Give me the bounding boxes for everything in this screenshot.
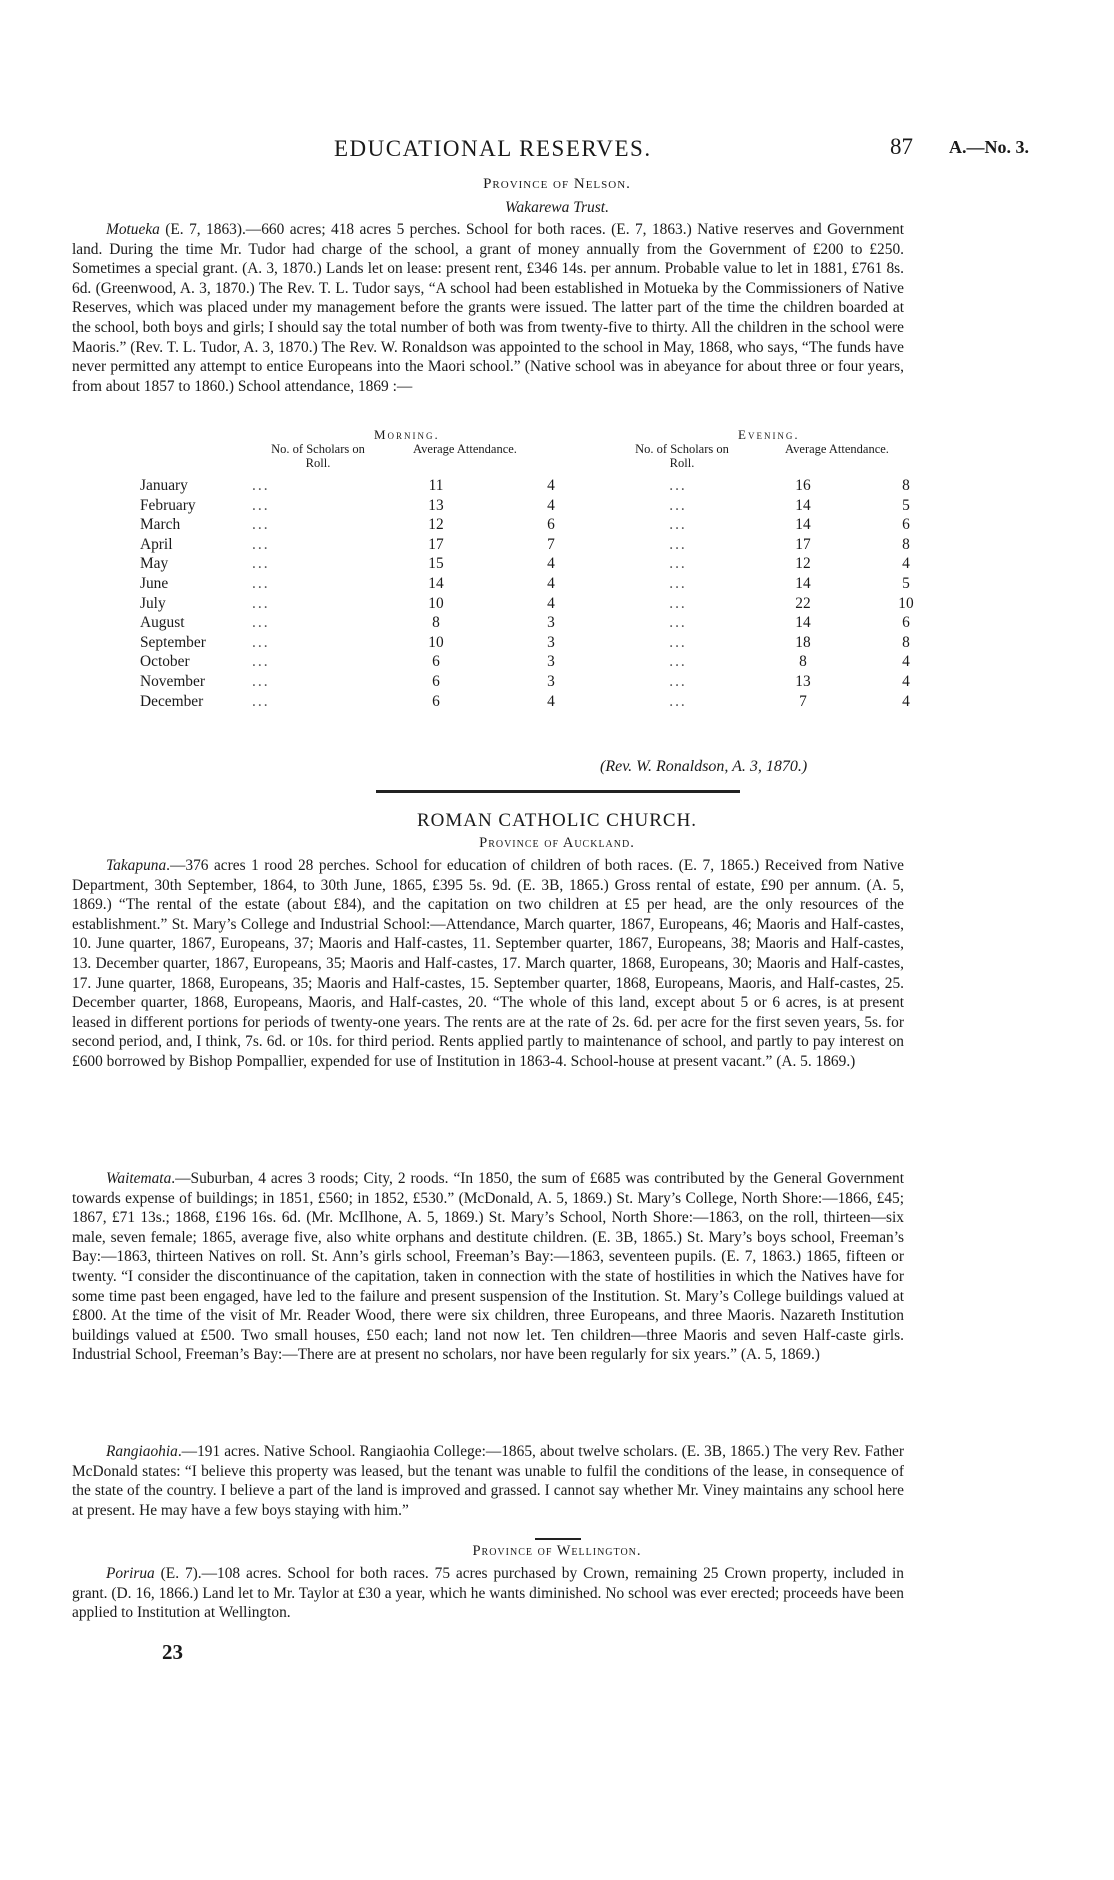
- morning-average-cell: 7: [547, 535, 555, 553]
- table-row: [140, 594, 950, 614]
- paper-reference: A.—No. 3.: [949, 137, 1029, 157]
- evening-roll-cell: 16: [795, 477, 811, 494]
- evening-roll-cell: 17: [795, 535, 811, 553]
- leader-dots: ...: [669, 555, 687, 573]
- evening-average-cell: 8: [902, 477, 910, 494]
- evening-roll-cell: 8: [799, 653, 807, 671]
- leader-dots: ...: [252, 516, 270, 534]
- leader-dots: ...: [669, 496, 687, 514]
- leader-dots: ...: [252, 477, 270, 494]
- morning-average-cell: 4: [547, 555, 555, 573]
- evening-average-cell: 6: [902, 614, 910, 632]
- attendance-table: [140, 476, 950, 711]
- table-row: [140, 672, 950, 692]
- takapuna-lead: Takapuna: [106, 857, 167, 874]
- takapuna-text: .—376 acres 1 rood 28 perches. School for education of children of both races. (E. 7, 1865.) Received from Native Department, 30th September, 1864, to 30th June, 1865, £395 5s. 9d. (E. 3B, 1865.) Gross rental of estate, £90 per annum. (A. 5, 1869.) “The rental of the estate (about £84), and the capitation on two children at £5 per head, are the only resources of the establishment.” St. Mary’s College and Industrial School:—Attendance, March quarter, 1867, Europeans, 46; Maoris and Half-castes, 10. June quarter, 1867, Europeans, 37; Maoris and Half-castes, 11. September quarter, 1867, Europeans, 38; Maoris and Half-castes, 13. December quarter, 1867, Europeans, 35; Maoris and Half-castes, 17. March quarter, 1868, Europeans, 30; Maoris and Half-castes, 17. June quarter, 1868, Europeans, 35; Maoris and Half-castes, 15. September quarter, 1868, Europeans, Maoris, and Half-castes, 25. December quarter, 1868, Europeans, Maoris, and Half-castes, 20. “The whole of this land, except about 5 or 6 acres, is at present leased in different portions for periods of twenty-one years. The rents are at the rate of 2s. 6d. per acre for the first seven years, 5s. for second period, and, I think, 7s. 6d. or 10s. for third period. Rents applied partly to maintenance of school, and partly to pay interest on £600 borrowed by Bishop Pompallier, expended for use of Institution in 1863-4. School-house at present vacant.” (A. 5. 1869.): [72, 857, 904, 1070]
- evening-average-cell: 8: [902, 633, 910, 651]
- leader-dots: ...: [669, 535, 687, 553]
- table-row: [140, 535, 950, 555]
- evening-roll-cell: 13: [795, 672, 811, 690]
- page-title: EDUCATIONAL RESERVES.: [334, 136, 652, 161]
- table-row: [140, 633, 950, 653]
- morning-roll-cell: 8: [432, 614, 440, 632]
- evening-roll-cell: 7: [799, 692, 807, 710]
- morning-average-cell: 4: [547, 594, 555, 612]
- morning-roll-cell: 13: [428, 496, 444, 514]
- month-cell: November: [140, 672, 205, 690]
- evening-average-cell: 10: [898, 594, 914, 612]
- month-cell: February: [140, 496, 196, 514]
- signature-text: (Rev. W. Ronaldson, A. 3, 1870.): [600, 758, 808, 775]
- table-row: [140, 574, 950, 594]
- leader-dots: ...: [669, 516, 687, 534]
- evening-roll-cell: 14: [795, 496, 811, 514]
- leader-dots: ...: [252, 672, 270, 690]
- table-row: [140, 613, 950, 633]
- evening-roll-cell: 14: [795, 614, 811, 632]
- leader-dots: ...: [669, 692, 687, 710]
- evening-roll-cell: 14: [795, 516, 811, 534]
- leader-dots: ...: [252, 692, 270, 710]
- waitemata-text: .—Suburban, 4 acres 3 roods; City, 2 roods. “In 1850, the sum of £685 was contributed by the General Government towards expense of buildings; in 1851, £560; in 1852, £530.” (McDonald, A. 5, 1869.) St. Mary’s College, North Shore:—1866, £45; 1867, £71 13s.; 1868, £196 16s. 6d. (Mr. McIlhone, A. 5, 1869.) St. Mary’s School, North Shore:—1863, on the roll, thirteen—six male, seven female; 1865, average five, also white orphans and destitute children. (E. 3B, 1865.) St. Mary’s boys school, Freeman’s Bay:—1863, thirteen Natives on roll. St. Ann’s girls school, Freeman’s Bay:—1863, seventeen pupils. (E. 7, 1863.) 1865, fifteen or twenty. “I consider the discontinuance of the capitation, taken in connection with the state of hostilities in which the Natives have for some time past been engaged, have led to the failure and present suspension of the Institution. St. Mary’s College buildings valued at £800. At the time of the visit of Mr. Reader Wood, there were six children, three Europeans, and three Maoris. Nazareth Institution buildings valued at £500. Two small houses, £50 each; land not now let. Ten children—three Maoris and seven Half-caste girls. Industrial School, Freeman’s Bay:—There are at present no scholars, nor have been regularly for six years.” (A. 5, 1869.): [72, 1170, 904, 1364]
- month-cell: June: [140, 574, 169, 592]
- evening-average-cell: 5: [902, 496, 910, 514]
- evening-average-header: Average Attendance.: [785, 442, 889, 456]
- leader-dots: ...: [669, 574, 687, 592]
- takapuna-paragraph: [72, 856, 904, 1072]
- leader-dots: ...: [252, 633, 270, 651]
- morning-heading: Morning.: [374, 427, 440, 442]
- leader-dots: ...: [252, 614, 270, 632]
- leader-dots: ...: [669, 633, 687, 651]
- table-row: [140, 692, 950, 712]
- rangiaohia-text: .—191 acres. Native School. Rangiaohia College:—1865, about twelve scholars. (E. 3B, 1865.) The very Rev. Father McDonald states: “I believe this property was leased, but the tenant was unable to fulfil the conditions of the lease, in consequence of the state of the country. I believe a part of the land is improved and grassed. I cannot say whether Mr. Viney maintains any school here at present. He may have a few boys staying with him.”: [72, 1443, 904, 1519]
- morning-roll-cell: 6: [432, 672, 440, 690]
- morning-average-cell: 4: [547, 477, 555, 494]
- porirua-paragraph: [72, 1564, 904, 1623]
- month-cell: August: [140, 614, 185, 632]
- leader-dots: ...: [669, 672, 687, 690]
- evening-roll-cell: 14: [795, 574, 811, 592]
- evening-average-cell: 5: [902, 574, 910, 592]
- evening-average-cell: 4: [902, 672, 910, 690]
- leader-dots: ...: [252, 653, 270, 671]
- table-row: [140, 652, 950, 672]
- morning-average-cell: 3: [547, 614, 555, 632]
- rangiaohia-lead: Rangiaohia: [106, 1443, 178, 1460]
- motueka-paragraph: [72, 220, 904, 396]
- morning-roll-cell: 11: [428, 477, 444, 494]
- morning-average-cell: 4: [547, 574, 555, 592]
- table-signature: [600, 758, 807, 776]
- evening-average-cell: 4: [902, 692, 910, 710]
- morning-roll-cell: 14: [428, 574, 444, 592]
- month-cell: April: [140, 535, 173, 553]
- table-row: [140, 496, 950, 516]
- province-heading-auckland: Province of Auckland.: [479, 835, 635, 851]
- waitemata-paragraph: [72, 1169, 904, 1365]
- morning-average-cell: 4: [547, 496, 555, 514]
- leader-dots: ...: [669, 477, 687, 494]
- leader-dots: ...: [669, 614, 687, 632]
- month-cell: January: [140, 477, 188, 494]
- waitemata-lead: Waitemata: [106, 1170, 172, 1187]
- morning-average-cell: 4: [547, 692, 555, 710]
- month-cell: December: [140, 692, 204, 710]
- morning-roll-cell: 15: [428, 555, 444, 573]
- page-number: 87: [890, 134, 913, 159]
- morning-roll-cell: 10: [428, 594, 444, 612]
- evening-roll-cell: 12: [795, 555, 811, 573]
- motueka-text: (E. 7, 1863).—660 acres; 418 acres 5 perches. School for both races. (E. 7, 1863.) Native reserves and Government land. During the time Mr. Tudor had charge of the school, a grant of money annually from the Government of £200 to £250. Sometimes a special grant. (A. 3, 1870.) Lands let on lease: present rent, £346 14s. per annum. Probable value to let in 1881, £761 8s. 6d. (Greenwood, A. 3, 1870.) The Rev. T. L. Tudor says, “A school had been established in Motueka by the Commissioners of Native Reserves, which was placed under my management before the grants were issued. The latter part of the time the children boarded at the school, both boys and girls; I should say the total number of both was from twenty-five to thirty. All the children in the school were Maoris.” (Rev. T. L. Tudor, A. 3, 1870.) The Rev. W. Ronaldson was appointed to the school in May, 1868, who says, “The funds have never permitted any attempt to entice Europeans into the Maori school.” (Native school was in abeyance for about three or four years, from about 1857 to 1860.) School attendance, 1869 :—: [72, 221, 904, 395]
- porirua-text: (E. 7).—108 acres. School for both races. 75 acres purchased by Crown, remaining 25 Crown property, included in grant. (D. 16, 1866.) Land let to Mr. Taylor at £30 a year, which he wants diminished. No school was ever erected; proceeds have been applied to Institution at Wellington.: [72, 1565, 904, 1622]
- evening-roll-cell: 18: [795, 633, 811, 651]
- month-cell: September: [140, 633, 206, 651]
- month-cell: March: [140, 516, 181, 534]
- province-heading-nelson: Province of Nelson.: [483, 176, 631, 192]
- leader-dots: ...: [252, 535, 270, 553]
- leader-dots: ...: [252, 594, 270, 612]
- section-divider: [376, 790, 740, 793]
- month-cell: May: [140, 555, 169, 573]
- leader-dots: ...: [252, 555, 270, 573]
- section-heading-catholic: ROMAN CATHOLIC CHURCH.: [416, 810, 698, 831]
- province-heading-wellington: Province of Wellington.: [472, 1543, 642, 1559]
- leader-dots: ...: [252, 574, 270, 592]
- evening-scholars-header: No. of Scholars on Roll.: [635, 442, 729, 470]
- morning-average-header: Average Attendance.: [413, 442, 517, 456]
- morning-roll-cell: 12: [428, 516, 444, 534]
- leader-dots: ...: [669, 594, 687, 612]
- table-row: [140, 515, 950, 535]
- morning-average-cell: 3: [547, 633, 555, 651]
- short-divider: [535, 1538, 581, 1540]
- morning-scholars-header: No. of Scholars on Roll.: [271, 442, 365, 470]
- morning-roll-cell: 6: [432, 653, 440, 671]
- rangiaohia-paragraph: [72, 1442, 904, 1520]
- trust-heading: Wakarewa Trust.: [505, 199, 609, 216]
- morning-roll-cell: 10: [428, 633, 444, 651]
- porirua-lead: Porirua: [106, 1565, 155, 1582]
- morning-average-cell: 3: [547, 672, 555, 690]
- table-row: [140, 476, 950, 496]
- leader-dots: ...: [252, 496, 270, 514]
- evening-average-cell: 6: [902, 516, 910, 534]
- evening-heading: Evening.: [738, 427, 800, 442]
- leader-dots: ...: [669, 653, 687, 671]
- month-cell: July: [140, 594, 166, 612]
- morning-roll-cell: 6: [432, 692, 440, 710]
- folio-number: 23: [162, 1640, 183, 1664]
- morning-average-cell: 3: [547, 653, 555, 671]
- month-cell: October: [140, 653, 190, 671]
- evening-average-cell: 4: [902, 653, 910, 671]
- evening-average-cell: 4: [902, 555, 910, 573]
- table-row: [140, 554, 950, 574]
- morning-roll-cell: 17: [428, 535, 444, 553]
- motueka-lead: Motueka: [106, 221, 160, 238]
- evening-roll-cell: 22: [795, 594, 811, 612]
- evening-average-cell: 8: [902, 535, 910, 553]
- morning-average-cell: 6: [547, 516, 555, 534]
